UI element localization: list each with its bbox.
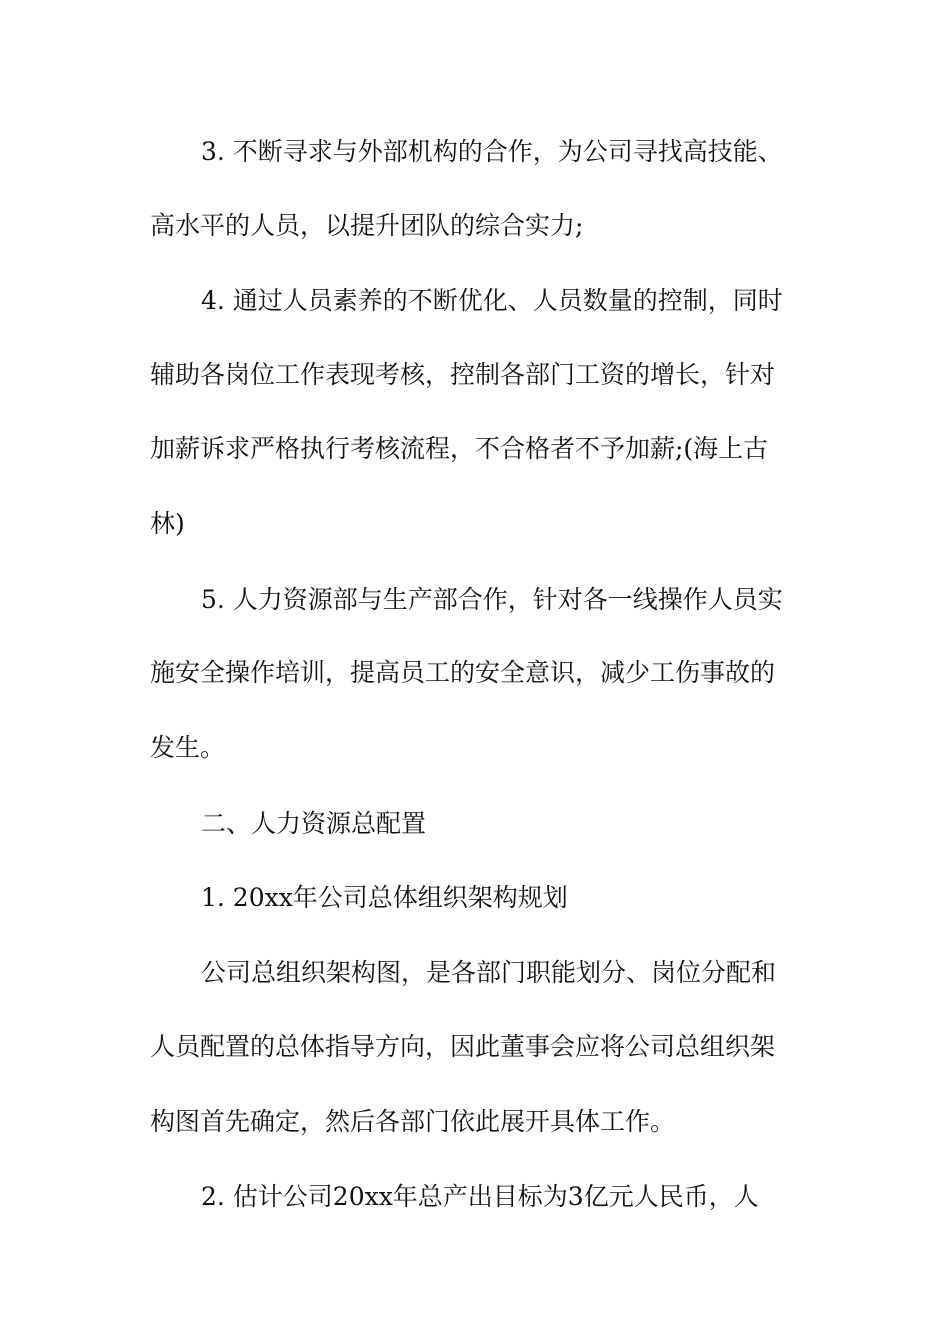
paragraph-4-line-4: 林) xyxy=(150,509,185,538)
paragraph-5-line-1: 5. 人力资源部与生产部合作，针对各一线操作人员实 xyxy=(201,585,783,614)
paragraph-4-line-3: 加薪诉求严格执行考核流程，不合格者不予加薪;(海上古 xyxy=(150,434,769,463)
section-heading: 二、人力资源总配置 xyxy=(201,809,427,838)
paragraph-5-line-2: 施安全操作培训，提高员工的安全意识，减少工伤事故的 xyxy=(150,658,776,687)
paragraph-3-line-2: 高水平的人员，以提升团队的综合实力; xyxy=(150,211,584,240)
paragraph-4-line-1: 4. 通过人员素养的不断优化、人员数量的控制，同时 xyxy=(201,286,783,315)
paragraph-5-line-3: 发生。 xyxy=(150,733,226,762)
subheading-1: 1. 20xx年公司总体组织架构规划 xyxy=(201,883,568,912)
paragraph-4-line-2: 辅助各岗位工作表现考核，控制各部门工资的增长，针对 xyxy=(150,360,776,389)
org-paragraph-line-3: 构图首先确定，然后各部门依此展开具体工作。 xyxy=(150,1107,676,1136)
org-paragraph-line-1: 公司总组织架构图，是各部门职能划分、岗位分配和 xyxy=(201,958,777,987)
paragraph-3-line-1: 3. 不断寻求与外部机构的合作，为公司寻找高技能、 xyxy=(201,137,783,166)
subheading-2-line-1: 2. 估计公司20xx年总产出目标为3亿元人民币，人 xyxy=(201,1182,759,1211)
org-paragraph-line-2: 人员配置的总体指导方向，因此董事会应将公司总组织架 xyxy=(150,1032,776,1061)
